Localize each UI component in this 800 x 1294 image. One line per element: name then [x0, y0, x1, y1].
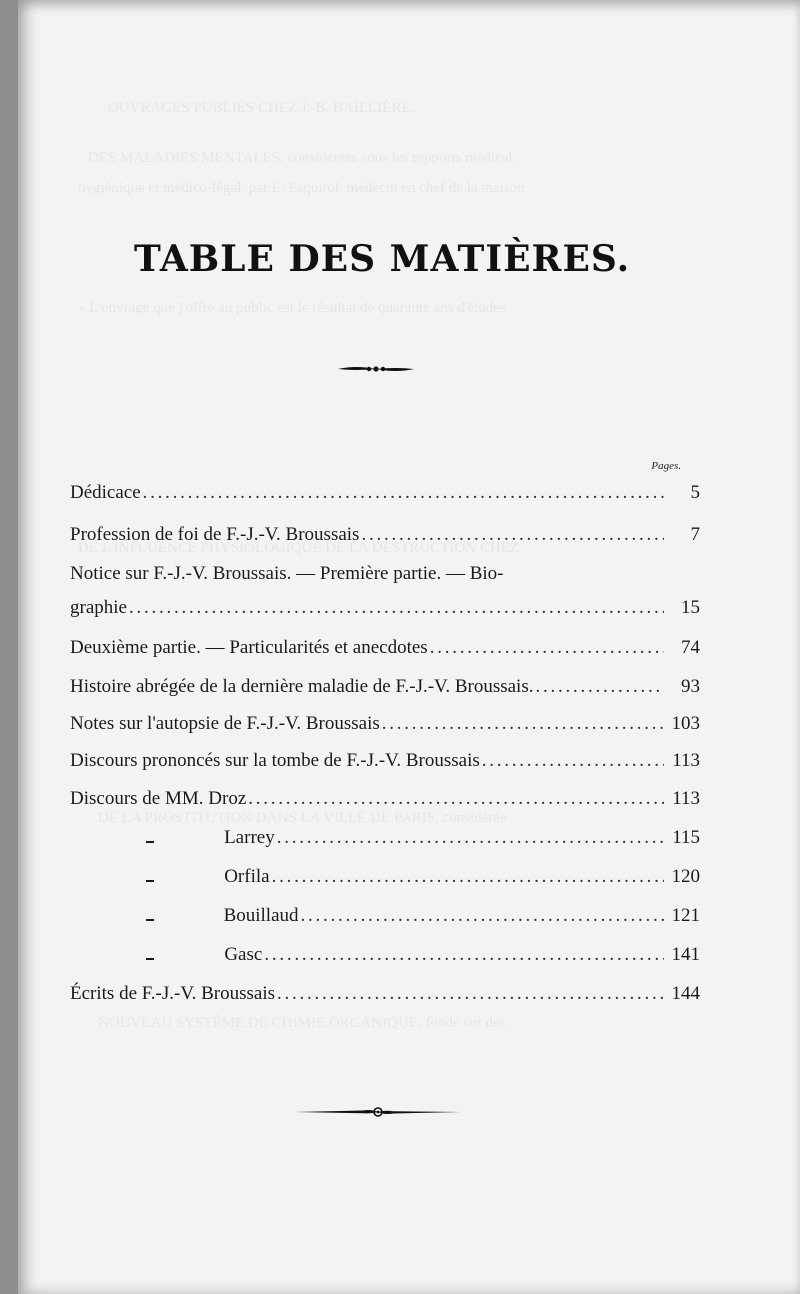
leader-dots [277, 983, 664, 1005]
em-dash [146, 841, 154, 843]
toc-entry-page: 7 [690, 524, 700, 545]
toc-entry [70, 788, 700, 810]
toc-entry-label: Discours prononcés sur la tombe de F.-J.-V. Broussais [70, 750, 480, 771]
toc-entry-page: 120 [671, 866, 700, 887]
toc-entry [146, 866, 700, 888]
ornament-divider-icon [293, 1104, 463, 1120]
leader-dots [382, 713, 664, 735]
toc-entry-label: Gasc [224, 944, 263, 965]
em-dash [146, 919, 154, 921]
leader-dots [248, 788, 664, 810]
toc-entry-label: Profession de foi de F.-J.-V. Broussais [70, 524, 360, 545]
leader-dots [264, 944, 664, 966]
toc-entry [146, 944, 700, 966]
page-title: TABLE DES MATIÈRES. [134, 238, 631, 280]
show-through-text: hygiénique et médico-légal, par E. Esquirol, médecin en chef de la maison [78, 180, 525, 196]
toc-entry-label: Discours de MM. Droz [70, 788, 247, 809]
toc-entry-page: 144 [671, 983, 700, 1004]
toc-entry [70, 713, 700, 735]
toc-entry-page: 93 [681, 676, 700, 697]
toc-entry-label: Notice sur F.-J.-V. Broussais. — Première partie. — Bio- [70, 563, 504, 584]
leader-dots [129, 597, 664, 619]
toc-entry [70, 637, 700, 659]
show-through-text: DE L'INFLUENCE PHYSIOLOGIQUE DE LA DESTRUCTION CHEZ [78, 540, 520, 556]
pages-column-label: Pages. [651, 460, 681, 472]
leader-dots [301, 905, 664, 927]
toc-entry [70, 563, 700, 585]
toc-entry-label: Histoire abrégée de la dernière maladie de F.-J.-V. Broussais. [70, 676, 534, 697]
em-dash [146, 958, 154, 960]
toc-entry-label: Dédicace [70, 482, 141, 503]
toc-entry-label: Deuxième partie. — Particularités et anecdotes [70, 637, 428, 658]
toc-entry-page: 121 [671, 905, 700, 926]
leader-dots [272, 866, 664, 888]
toc-entry-label: Bouillaud [223, 905, 299, 926]
toc-entry-label: Orfila [224, 866, 270, 887]
leader-dots [482, 750, 664, 772]
toc-entry-label: Larrey [224, 827, 275, 848]
toc-entry-page: 141 [671, 944, 700, 965]
book-page [18, 0, 800, 1294]
toc-entry [70, 482, 700, 504]
toc-entry [70, 983, 700, 1005]
toc-entry-label: graphie [70, 597, 127, 618]
toc-entry [70, 750, 700, 772]
show-through-text: DES MALADIES MENTALES, considérées sous les rapports médical, [88, 150, 517, 166]
toc-entry-page: 15 [681, 597, 700, 618]
toc-entry-page: 74 [681, 637, 700, 658]
toc-entry-page: 5 [690, 482, 700, 503]
toc-entry-label: Écrits de F.-J.-V. Broussais [70, 983, 276, 1004]
leader-dots [430, 637, 664, 659]
show-through-text: OUVRAGES PUBLIÉS CHEZ J.-B. BAILLIÈRE. [108, 100, 415, 116]
leader-dots [277, 827, 664, 849]
toc-entry-page: 113 [672, 750, 700, 771]
leader-dots [361, 524, 664, 546]
em-dash [146, 880, 154, 882]
show-through-text: NOUVEAU SYSTÈME DE CHIMIE ORGANIQUE, fondé sur des [98, 1015, 506, 1031]
toc-entry-page: 113 [672, 788, 700, 809]
toc-entry-label: Notes sur l'autopsie de F.-J.-V. Broussais [70, 713, 380, 734]
leader-dots [143, 482, 664, 504]
table-of-contents [18, 0, 800, 1100]
show-through-text: DE LA PROSTITUTION DANS LA VILLE DE PARIS, considérée [98, 810, 507, 826]
show-through-text: « L'ouvrage que j'offre au public est le résultat de quarante ans d'études [78, 300, 506, 316]
leader-dots [535, 676, 664, 698]
toc-entry-page: 115 [672, 827, 700, 848]
toc-entry [146, 827, 700, 849]
toc-entry [70, 676, 700, 698]
toc-entry [146, 905, 700, 927]
toc-entry-page: 103 [671, 713, 700, 734]
toc-entry [70, 524, 700, 546]
toc-entry [70, 597, 700, 619]
